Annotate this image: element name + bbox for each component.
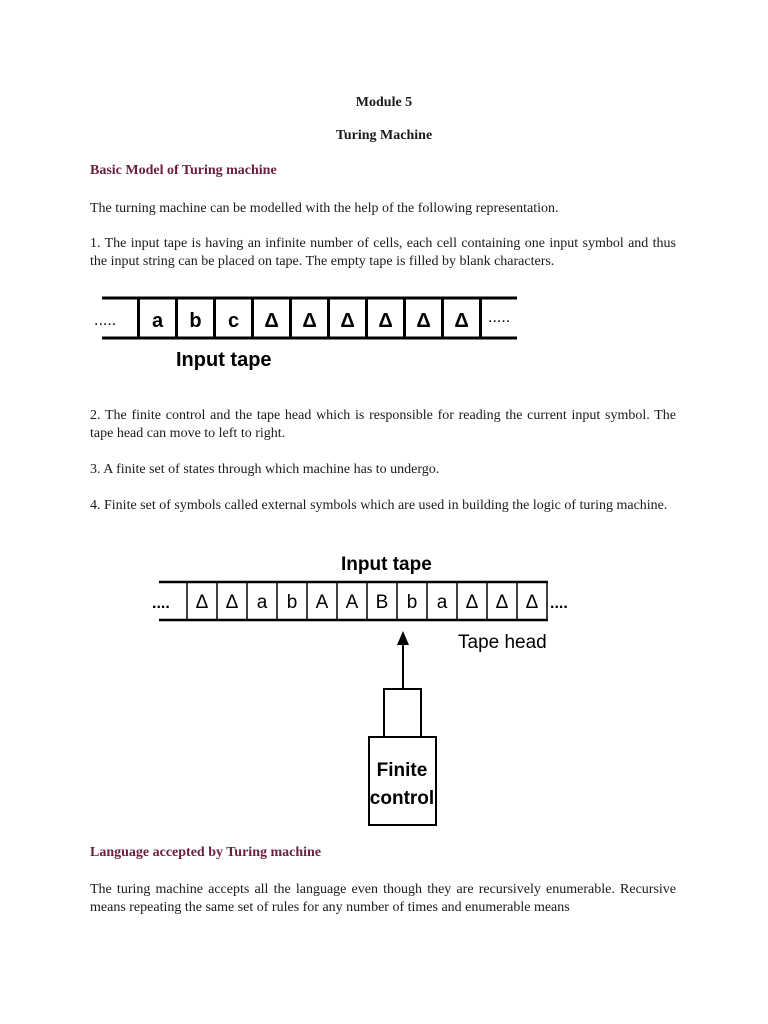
point-4-paragraph: 4. Finite set of symbols called external symbols which are used in building the logic of turing machine. xyxy=(90,498,668,513)
tape-cell-symbol: b xyxy=(286,592,298,613)
tape-cell-symbol: A xyxy=(315,592,329,613)
tape2-left-ellipsis: .... xyxy=(152,595,170,612)
tape-right-ellipsis: ..... xyxy=(488,309,511,326)
finite-control-label-line1: Finite xyxy=(376,760,428,781)
tape-cell-symbol: Δ xyxy=(495,592,509,613)
tape-cell-symbol: Δ xyxy=(195,592,209,613)
tape2-right-ellipsis: .... xyxy=(550,595,568,612)
tape-cell-symbol: Δ xyxy=(525,592,539,613)
tape-cell-symbol: Δ xyxy=(340,310,355,332)
chapter-title: Turing Machine xyxy=(335,128,433,143)
intro-paragraph: The turning machine can be modelled with the help of the following representation. xyxy=(90,201,559,216)
point-2-paragraph: 2. The finite control and the tape head which is responsible for reading the current input symbol. The tape head can move to left to right. xyxy=(90,408,676,441)
finite-control-box xyxy=(369,737,436,825)
point-3-paragraph: 3. A finite set of states through which machine has to undergo. xyxy=(90,462,440,477)
tape-cell-symbol: B xyxy=(375,592,389,613)
module-title: Module 5 xyxy=(355,95,413,110)
tape-cell-symbol: a xyxy=(256,592,268,613)
tape-cell-symbol: a xyxy=(436,592,448,613)
tape-cell-symbol: Δ xyxy=(416,310,431,332)
tape-head-label: Tape head xyxy=(458,632,547,653)
tape-cell-symbol: A xyxy=(345,592,359,613)
tape-cell-symbol: c xyxy=(227,310,240,332)
tape-cell-symbol: b xyxy=(189,310,202,332)
turing-machine-figure xyxy=(0,545,768,835)
tape-cell-symbol: b xyxy=(406,592,418,613)
tape2-cell-dividers xyxy=(187,582,547,620)
tape-left-ellipsis: ..... xyxy=(94,312,117,329)
tape-head-arrow-icon xyxy=(397,631,409,645)
figure-input-tape-title: Input tape xyxy=(341,554,432,575)
point-1-paragraph: 1. The input tape is having an infinite number of cells, each cell containing one input symbol and thus the input string can be placed on tape. The empty tape is filled by blank characters. xyxy=(90,236,676,269)
tape-cell-symbol: Δ xyxy=(454,310,469,332)
tape-head-block xyxy=(384,689,421,737)
tape-cell-symbol: Δ xyxy=(378,310,393,332)
section-heading-basic-model: Basic Model of Turing machine xyxy=(90,163,277,178)
finite-control-label-line2: control xyxy=(369,788,435,809)
tape-cell-symbol: Δ xyxy=(225,592,239,613)
tape-cells xyxy=(152,310,469,332)
input-tape-figure xyxy=(0,292,768,372)
tape-cell-symbol: Δ xyxy=(465,592,479,613)
tape-cell-symbol: a xyxy=(151,310,164,332)
tape-cell-symbol: Δ xyxy=(264,310,279,332)
input-tape-caption: Input tape xyxy=(176,349,272,371)
section-heading-language-accepted: Language accepted by Turing machine xyxy=(90,845,322,860)
tape-cell-symbol: Δ xyxy=(302,310,317,332)
language-paragraph: The turing machine accepts all the language even though they are recursively enumerable. Recursive means repeating the same set of rules for any number of times and enumerable means xyxy=(90,882,676,915)
